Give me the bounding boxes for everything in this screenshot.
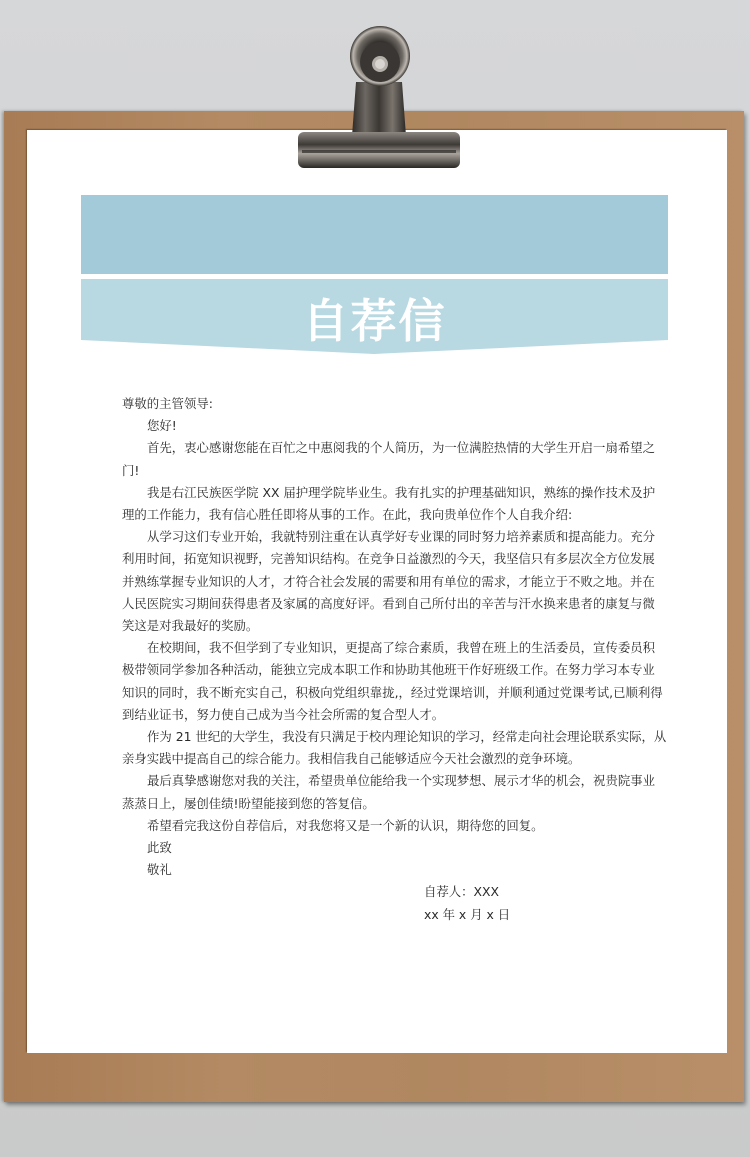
paragraph-school: 在校期间，我不但学到了专业知识，更提高了综合素质，我曾在班上的生活委员，宣传委员积极带领同学参加各种活动，能独立完成本职工作和协助其他班干作好班级工作。在努力学习本专业知识的同时，我不断充实自己，积极向党组织靠拢,，经过党课培训，并顺利通过党课考试,已顺利得到结业证书，努力使自己成为当今社会所需的复合型人才。 bbox=[122, 640, 663, 722]
paragraph-intro: 首先，衷心感谢您能在百忙之中惠阅我的个人简历，为一位满腔热情的大学生开启一扇希望之门! bbox=[122, 440, 656, 478]
paragraph-background: 我是右江民族医学院 XX 届护理学院毕业生。我有扎实的护理基础知识，熟练的操作技术及护理的工作能力，我有信心胜任即将从事的工作。在此，我向贵单位作个人自我介绍: bbox=[122, 484, 656, 523]
document-title: 自荐信 bbox=[302, 294, 447, 348]
banner-top-band bbox=[81, 195, 668, 274]
salutation: 尊敬的主管领导: bbox=[122, 396, 213, 411]
closing-line-2: 敬礼 bbox=[147, 862, 172, 878]
greeting: 您好! bbox=[147, 418, 177, 434]
title-banner bbox=[81, 279, 668, 355]
letter-body bbox=[122, 393, 667, 926]
paragraph-thanks: 最后真挚感谢您对我的关注，希望贵单位能给我一个实现梦想、展示才华的机会，祝贵院事业蒸蒸日上，屡创佳绩!盼望能接到您的答复信。 bbox=[122, 773, 656, 811]
date: xx 年 x 月 x 日 bbox=[424, 906, 511, 922]
paragraph-study: 从学习这们专业开始，我就特别注重在认真学好专业课的同时努力培养素质和提高能力。充分利用时间，拓宽知识视野，完善知识结构。在竞争日益激烈的今天，我坚信只有多层次全方位发展并熟练掌握专业知识的人才，才符合社会发展的需要和用有单位的需求，才能立于不败之地。并在人民医院实习期间获得患者及家属的高度好评。看到自己所付出的辛苦与汗水换来患者的康复与微笑这是对我最好的奖励。 bbox=[122, 529, 656, 634]
paragraph-hope: 希望看完我这份自荐信后，对我您将又是一个新的认识，期待您的回复。 bbox=[147, 817, 544, 833]
paragraph-practice: 作为 21 世纪的大学生，我没有只满足于校内理论知识的学习，经常走向社会理论联系实际，从亲身实践中提高自己的综合能力。我相信我自己能够适应今天社会激烈的竞争环境。 bbox=[122, 729, 667, 767]
binder-clip-icon bbox=[294, 24, 464, 172]
closing-line-1: 此致 bbox=[147, 840, 172, 856]
signature: 自荐人：XXX bbox=[424, 884, 500, 900]
